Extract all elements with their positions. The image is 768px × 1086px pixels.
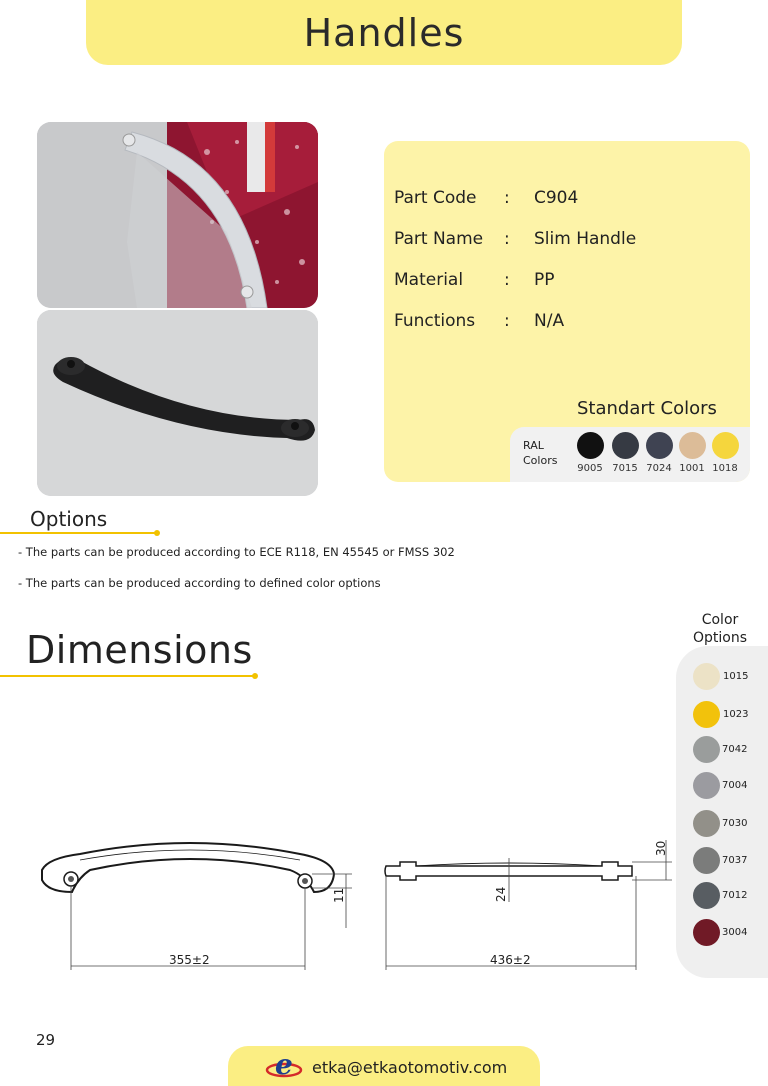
color-option-swatch	[693, 882, 720, 909]
installed-handle-image	[37, 122, 318, 308]
standard-color-swatch	[679, 432, 706, 459]
company-logo-icon	[264, 1048, 304, 1082]
page-title: Handles	[303, 10, 465, 55]
spec-separator: :	[504, 188, 510, 208]
color-option-code: 7030	[722, 818, 748, 829]
contact-email-link[interactable]: etka@etkaotomotiv.com	[312, 1058, 508, 1077]
svg-text:e: e	[275, 1048, 293, 1081]
color-option-swatch	[693, 772, 720, 799]
color-option-code: 7037	[722, 855, 748, 866]
ral-label	[523, 438, 557, 468]
color-option-code: 1023	[723, 709, 749, 720]
standard-color-code: 7015	[612, 463, 638, 474]
header-banner	[86, 0, 682, 65]
spec-value: C904	[534, 188, 579, 208]
dimensions-underline	[0, 675, 256, 677]
options-underline	[0, 532, 156, 534]
ral-label-line2: Colors	[523, 454, 558, 467]
standard-color-code: 7024	[646, 463, 672, 474]
standard-color-swatch	[612, 432, 639, 459]
color-option-code: 7012	[722, 890, 748, 901]
options-note: - The parts can be produced according to defined color options	[18, 576, 381, 590]
dimensions-underline-dot	[252, 673, 258, 679]
dim-side-outer-height: 30	[654, 840, 668, 856]
dim-front-height: 11	[332, 887, 346, 903]
product-photo-installed	[37, 122, 318, 308]
spec-separator: :	[504, 311, 510, 331]
color-option-swatch	[693, 736, 720, 763]
spec-label: Material	[394, 270, 464, 290]
spec-label: Part Code	[394, 188, 477, 208]
spec-label: Part Name	[394, 229, 484, 249]
handle-image	[37, 310, 318, 496]
color-options-title-line1: Color	[701, 612, 739, 628]
color-option-swatch	[693, 663, 720, 690]
page-number: 29	[36, 1031, 56, 1049]
color-option-swatch	[693, 810, 720, 837]
color-options-title-line2: Options	[692, 630, 748, 646]
options-note: - The parts can be produced according to ECE R118, EN 45545 or FMSS 302	[18, 545, 455, 559]
spec-value: PP	[534, 270, 555, 290]
color-option-code: 7004	[722, 780, 748, 791]
spec-separator: :	[504, 229, 510, 249]
color-option-code: 3004	[722, 927, 748, 938]
options-underline-dot	[154, 530, 160, 536]
standard-color-swatch	[577, 432, 604, 459]
color-options-title	[688, 611, 752, 647]
standard-color-code: 9005	[577, 463, 603, 474]
spec-value: N/A	[534, 311, 565, 331]
color-option-code: 1015	[723, 671, 749, 682]
dim-side-inner-height: 24	[494, 886, 508, 902]
color-option-code: 7042	[722, 744, 748, 755]
color-option-swatch	[693, 847, 720, 874]
standard-color-swatch	[646, 432, 673, 459]
color-option-swatch	[693, 701, 720, 728]
standard-colors-title: Standart Colors	[577, 398, 717, 419]
options-heading: Options	[30, 507, 108, 531]
dimensions-heading: Dimensions	[26, 628, 253, 672]
color-option-swatch	[693, 919, 720, 946]
ral-label-line1: RAL	[523, 439, 544, 452]
product-photo-handle	[37, 310, 318, 496]
standard-color-code: 1018	[712, 463, 738, 474]
standard-color-code: 1001	[679, 463, 705, 474]
spec-value: Slim Handle	[534, 229, 637, 249]
standard-color-swatch	[712, 432, 739, 459]
dim-side-width: 436±2	[490, 953, 531, 967]
dim-front-width: 355±2	[169, 953, 210, 967]
spec-label: Functions	[394, 311, 476, 331]
spec-separator: :	[504, 270, 510, 290]
